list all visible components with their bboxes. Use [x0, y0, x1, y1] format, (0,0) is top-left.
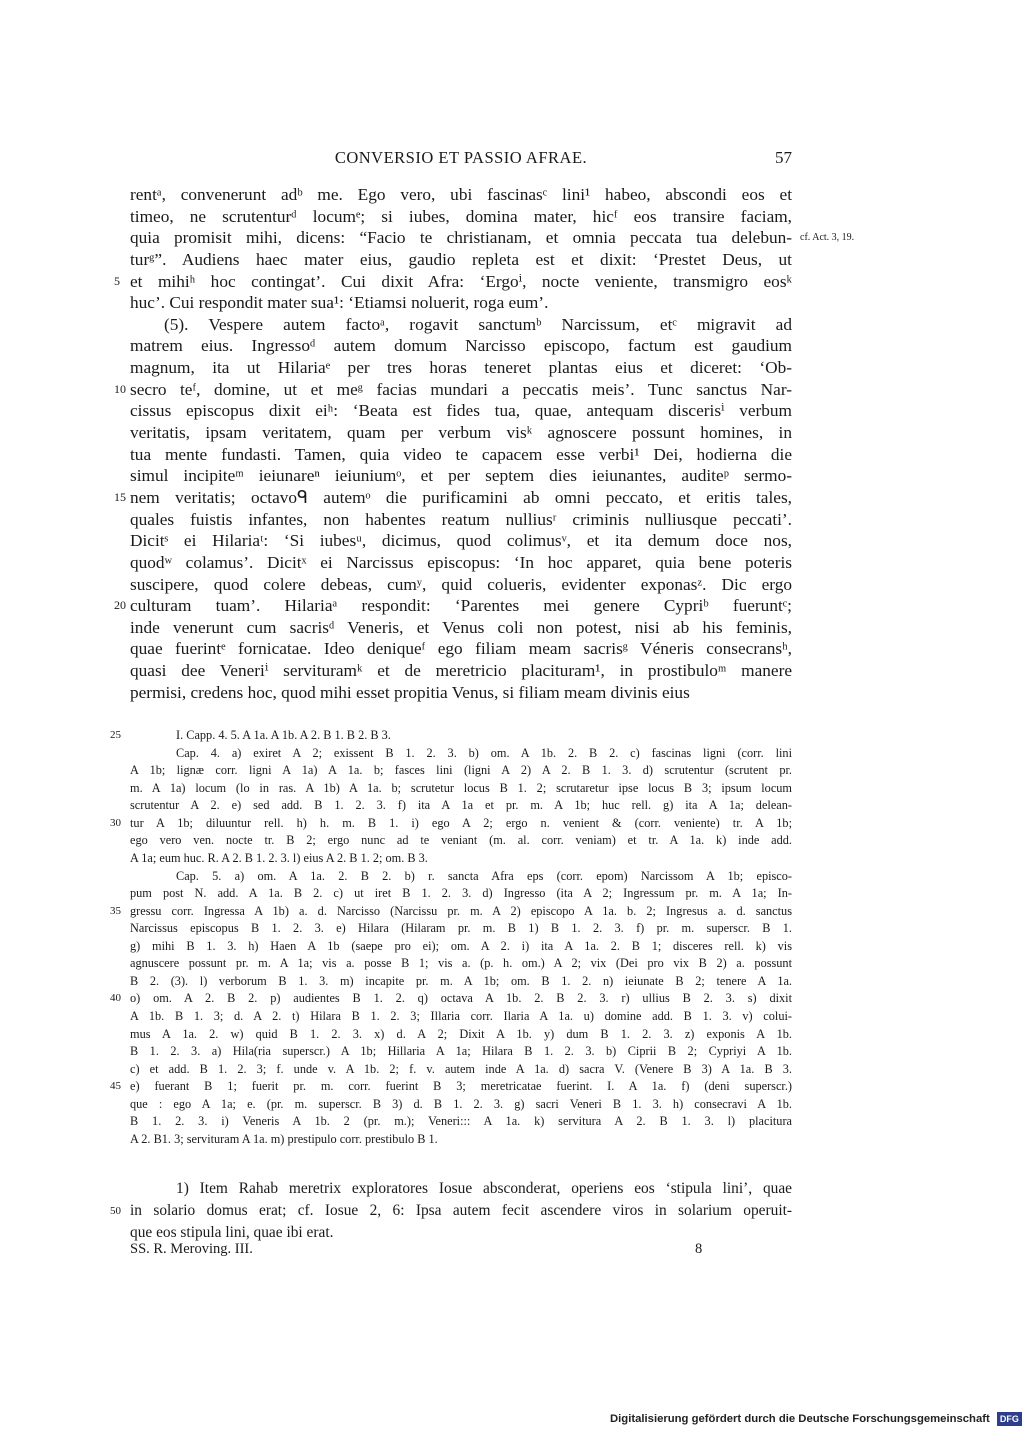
main-text-line: [130, 335, 792, 357]
line-text: o) om. A 2. B 2. p) audientes B 1. 2. q) octava A 1b. 2. B 2. 3. r) ullius B 2. 3. s) dixit: [130, 991, 792, 1006]
line-text: huc’. Cui respondit mater sua¹: ‘Etiamsi noluerit, roga eum’.: [130, 293, 549, 313]
apparatus-line: [130, 832, 792, 850]
line-text: tua mente fundasti. Tamen, quia video te capacem esse verbi¹ Dei, hodierna die: [130, 444, 792, 464]
main-text-line: [130, 292, 792, 314]
main-text-line: [130, 660, 792, 682]
line-text: quia promisit mihi, dicens: “Facio te christianam, et omnia peccata tua delebun-: [130, 228, 792, 248]
line-text: matrem eius. Ingressoᵈ autem domum Narcisso episcopo, factum est gaudium: [130, 336, 792, 356]
line-text: A 1b; lignæ corr. ligni A 1a) A 1a. b; fasces lini (ligni A 2) A 2. B 1. 3. d) scrutentur (scrutent pr.: [130, 763, 792, 778]
main-text: [114, 184, 855, 703]
apparatus-line: [130, 920, 792, 938]
line-number: 45: [110, 1080, 121, 1093]
apparatus-line: [110, 727, 792, 745]
line-text: quae fuerintᵉ fornicatae. Ideo deniqueᶠ ego filiam meam sacrisᵍ Véneris consecransʰ,: [130, 639, 792, 659]
apparatus-line: [130, 1061, 792, 1079]
line-number: 30: [110, 816, 121, 829]
apparatus-line: [110, 1078, 792, 1096]
apparatus-line: [130, 850, 792, 868]
line-text: B 2. (3). l) verborum B 1. 3. m) incapite pr. m. A 1b; om. B 1. 2. n) ieiunate B 2; tenere A 1a.: [130, 973, 792, 988]
line-text: 1) Item Rahab meretrix exploratores Iosue absconderat, operiens eos ‘stipula lini’, quae: [176, 1180, 792, 1197]
apparatus-line: [110, 990, 792, 1008]
dfg-logo: DFG: [997, 1412, 1022, 1426]
line-text: quodʷ colamus’. Dicitˣ ei Narcissus episcopus: ‘In hoc apparet, quia bene poteris: [130, 552, 792, 572]
apparatus-line: [130, 1008, 792, 1026]
line-text: B 1. 2. 3. i) Veneris A 1b. 2 (pr. m.); Veneri::: A 1a. k) servitura A 2. B 1. 3. l) placitura: [130, 1114, 792, 1129]
main-text-line: [130, 357, 792, 379]
line-text: mus A 1a. 2. w) quid B 1. 2. 3. x) d. A 2; Dixit A 1b. y) dum B 1. 2. 3. z) exponis A 1b.: [130, 1026, 792, 1041]
running-title: CONVERSIO ET PASSIO AFRAE.: [334, 148, 588, 167]
line-text: (5). Vespere autem factoᵃ, rogavit sanctumᵇ Narcissum, etᶜ migravit ad: [164, 314, 792, 334]
line-number: 20: [114, 598, 126, 613]
line-text: Cap. 4. a) exiret A 2; exissent B 1. 2. 3. b) om. A 1b. 2. B 2. c) fascinas ligni (corr. lini: [176, 745, 792, 760]
apparatus-line: [130, 868, 792, 886]
line-text: que eos stipula lini, quae ibi erat.: [130, 1224, 334, 1241]
page-footer: [130, 1241, 792, 1263]
main-text-line: [130, 638, 792, 660]
line-text: nem veritatis; octavoᑫ autemᵒ die purificamini ab omni peccato, et eritis tales,: [130, 487, 792, 507]
dfg-banner: [610, 1412, 1022, 1430]
line-number: 35: [110, 904, 121, 917]
apparatus-line: [130, 780, 792, 798]
footnotes: [110, 1178, 792, 1244]
line-text: m. A 1a) locum (lo in ras. A 1b) A 1a. b; scrutetur locus B 1. 2; scrutaretur ipse locus B 3; ipsum locum: [130, 780, 792, 795]
main-text-line: [130, 682, 792, 704]
line-text: ego vero ven. nocte tr. B 2; ergo nunc ad te veniant (m. al. corr. veniam) et tr. A 1a. k) inde add.: [130, 833, 792, 848]
running-header: [130, 148, 792, 172]
main-text-line: [130, 509, 792, 531]
line-number: 40: [110, 992, 121, 1005]
main-text-line: [114, 271, 792, 293]
line-text: magnum, ita ut Hilariaᵉ per tres horas teneret plantas eius et diceret: ‘Ob-: [130, 358, 792, 378]
apparatus-line: [110, 815, 792, 833]
apparatus-line: [130, 1026, 792, 1044]
apparatus-line: [130, 973, 792, 991]
apparatus-line: [130, 938, 792, 956]
line-text: B 1. 2. 3. a) Hila(ria superscr.) A 1b; Hillaria A 1a; Hilara B 1. 2. 3. b) Ciprii B 2; Cypriyi A 1b.: [130, 1044, 792, 1059]
main-text-line: [130, 249, 792, 271]
apparatus-line: [130, 955, 792, 973]
line-text: e) fuerant B 1; fuerit pr. m. corr. fuerint B 3; meretricatae fuerint. I. A 1a. f) (deni superscr.): [130, 1079, 792, 1094]
apparatus-line: [130, 885, 792, 903]
line-text: simul incipiteᵐ ieiunareⁿ ieiuniumᵒ, et per septem dies ieiunantes, auditeᵖ sermo-: [130, 466, 792, 486]
line-text: A 2. B1. 3; servituram A 1a. m) prestipulo corr. prestibulo B 1.: [130, 1131, 438, 1146]
line-number: 15: [114, 489, 126, 504]
main-text-line: [114, 487, 792, 509]
main-text-line: [114, 595, 792, 617]
apparatus-line: [130, 745, 792, 763]
line-text: c) et add. B 1. 2. 3; f. unde v. A 1b. 2; f. v. autem inde A 1a. d) sacra V. (Venere B 3) A 1a. B 3.: [130, 1061, 792, 1076]
apparatus-line: [130, 1113, 792, 1131]
line-text: agnuscere possunt pr. m. A 1a; vis a. posse B 1; vis a. (p. h. om.) A 2; vix (Dei pro vix B 2) a. possunt: [130, 956, 792, 971]
line-text: pum post N. add. A 1a. B 2. c) ut iret B 1. 2. 3. d) Ingresso (ita A 2; Ingressum pr. m. A 1a; In-: [130, 886, 792, 901]
line-text: Cap. 5. a) om. A 1a. 2. B 2. b) r. sancta Afra eps (corr. epom) Narcissom A 1b; episco-: [176, 868, 792, 883]
main-text-line: [114, 379, 792, 401]
line-text: veritatis, ipsam veritatem, quam per verbum visᵏ agnoscere possunt homines, in: [130, 423, 792, 443]
line-text: permisi, credens hoc, quod mihi esset propitia Venus, si filiam meam divinis eius: [130, 682, 690, 702]
line-number: 50: [110, 1205, 121, 1217]
line-text: g) mihi B 1. 3. h) Haen A 1b (saepe pro ei); om. A 2. i) ita A 1a. 2. B 1; disceres rell. k) vis: [130, 938, 792, 953]
line-text: timeo, ne scrutenturᵈ locumᵉ; si iubes, domina mater, hicᶠ eos transire faciam,: [130, 206, 792, 226]
dfg-text: Digitalisierung gefördert durch die Deutsche Forschungsgemeinschaft: [610, 1413, 990, 1425]
apparatus-line: [110, 903, 792, 921]
main-text-line: [130, 617, 792, 639]
main-text-line: [130, 465, 792, 487]
line-text: quasi dee Veneriⁱ servituramᵏ et de meretricio placituram¹, in prostibuloᵐ manere: [130, 661, 792, 681]
main-text-line: [130, 444, 792, 466]
line-text: Dicitˢ ei Hilariaᵗ: ‘Si iubesᵘ, dicimus, quod colimusᵛ, et ita demum doce nos,: [130, 531, 792, 551]
line-text: in solario domus erat; cf. Iosue 2, 6: Ipsa autem fecit ascendere viros in solarium operuit-: [130, 1202, 792, 1219]
main-text-line: [130, 574, 792, 596]
main-text-line: [130, 314, 792, 336]
line-text: A 1b. B 1. 3; d. A 2. t) Hilara B 1. 2. 3; Illaria corr. Ilaria A 1a. u) domine add. B 1. 3. v) colui-: [130, 1009, 792, 1023]
line-text: cissus episcopus dixit eiʰ: ‘Beata est fides tua, quae, antequam discerisⁱ verbum: [130, 401, 792, 421]
main-text-line: [130, 530, 792, 552]
line-text: Narcissus episcopus B 1. 2. 3. e) Hilara (Hilaram pr. m. B 1) B 1. 2. 3. f) pr. m. superscr. B 1.: [130, 921, 792, 936]
line-text: turᵍ”. Audiens haec mater eius, gaudio repleta est et dixit: ‘Prestet Deus, ut: [130, 249, 792, 269]
main-text-line: [130, 400, 792, 422]
apparatus-line: [130, 797, 792, 815]
main-text-line: [130, 227, 855, 249]
line-text: gressu corr. Ingressa A 1b) a. d. Narcisso (Narcissu pr. m. A 2) episcopo A 1a. b. 2; Ingresus a. d. sanctus: [130, 903, 792, 918]
line-text: suscipere, quod colere debeas, cumʸ, quid colueris, evidenter exponasᶻ. Dic ergo: [130, 574, 792, 594]
margin-note: cf. Act. 3, 19.: [800, 232, 855, 244]
sheet-number: 8: [695, 1241, 703, 1257]
line-number: 5: [114, 273, 120, 288]
line-text: culturam tuam’. Hilariaᵃ respondit: ‘Parentes mei genere Cypriᵇ fueruntᶜ;: [130, 596, 792, 616]
apparatus-line: [130, 1043, 792, 1061]
line-text: secro teᶠ, domine, ut et meᵍ facias mundari a peccatis meis’. Tunc sanctus Nar-: [130, 379, 792, 399]
footnotes-line: [130, 1178, 792, 1200]
page-number: 57: [775, 148, 792, 167]
line-text: tur A 1b; diluuntur rell. h) h. m. B 1. i) ego A 2; ergo n. venient & (corr. veniente) tr. A 1b;: [130, 815, 792, 830]
line-text: que : ego A 1a; e. (pr. m. superscr. B 3) d. B 1. 2. 3. g) sacri Veneri B 1. 3. h) consecravi A 1b.: [130, 1096, 792, 1111]
footnotes-line: [110, 1200, 792, 1222]
main-text-line: [130, 184, 792, 206]
line-text: et mihiʰ hoc contingat’. Cui dixit Afra: ‘Ergoⁱ, nocte veniente, transmigro eosᵏ: [130, 271, 792, 291]
line-number: 10: [114, 381, 126, 396]
main-text-line: [130, 206, 792, 228]
critical-apparatus: [110, 727, 792, 1149]
apparatus-line: [130, 1096, 792, 1114]
signature-mark: SS. R. Meroving. III.: [130, 1241, 253, 1257]
line-text: rentᵃ, convenerunt adᵇ me. Ego vero, ubi fascinasᶜ lini¹ habeo, abscondi eos et: [130, 185, 792, 204]
line-text: A 1a; eum huc. R. A 2. B 1. 2. 3. l) eius A 2. B 1. 2; om. B 3.: [130, 850, 428, 865]
apparatus-line: [130, 1131, 792, 1149]
line-number: 25: [110, 729, 121, 741]
line-text: I. Capp. 4. 5. A 1a. A 1b. A 2. B 1. B 2. B 3.: [176, 728, 391, 742]
line-text: quales fuistis infantes, non habentes reatum nulliusʳ criminis nulliusque peccati’.: [130, 509, 792, 529]
main-text-line: [130, 422, 792, 444]
apparatus-line: [130, 762, 792, 780]
line-text: scrutentur A 2. e) sed add. B 1. 2. 3. f) ita A 1a et pr. m. A 1b; huc rell. g) ita A 1a; delean-: [130, 798, 792, 813]
main-text-line: [130, 552, 792, 574]
line-text: inde venerunt cum sacrisᵈ Veneris, et Venus coli non potest, nisi ab his feminis,: [130, 617, 792, 637]
